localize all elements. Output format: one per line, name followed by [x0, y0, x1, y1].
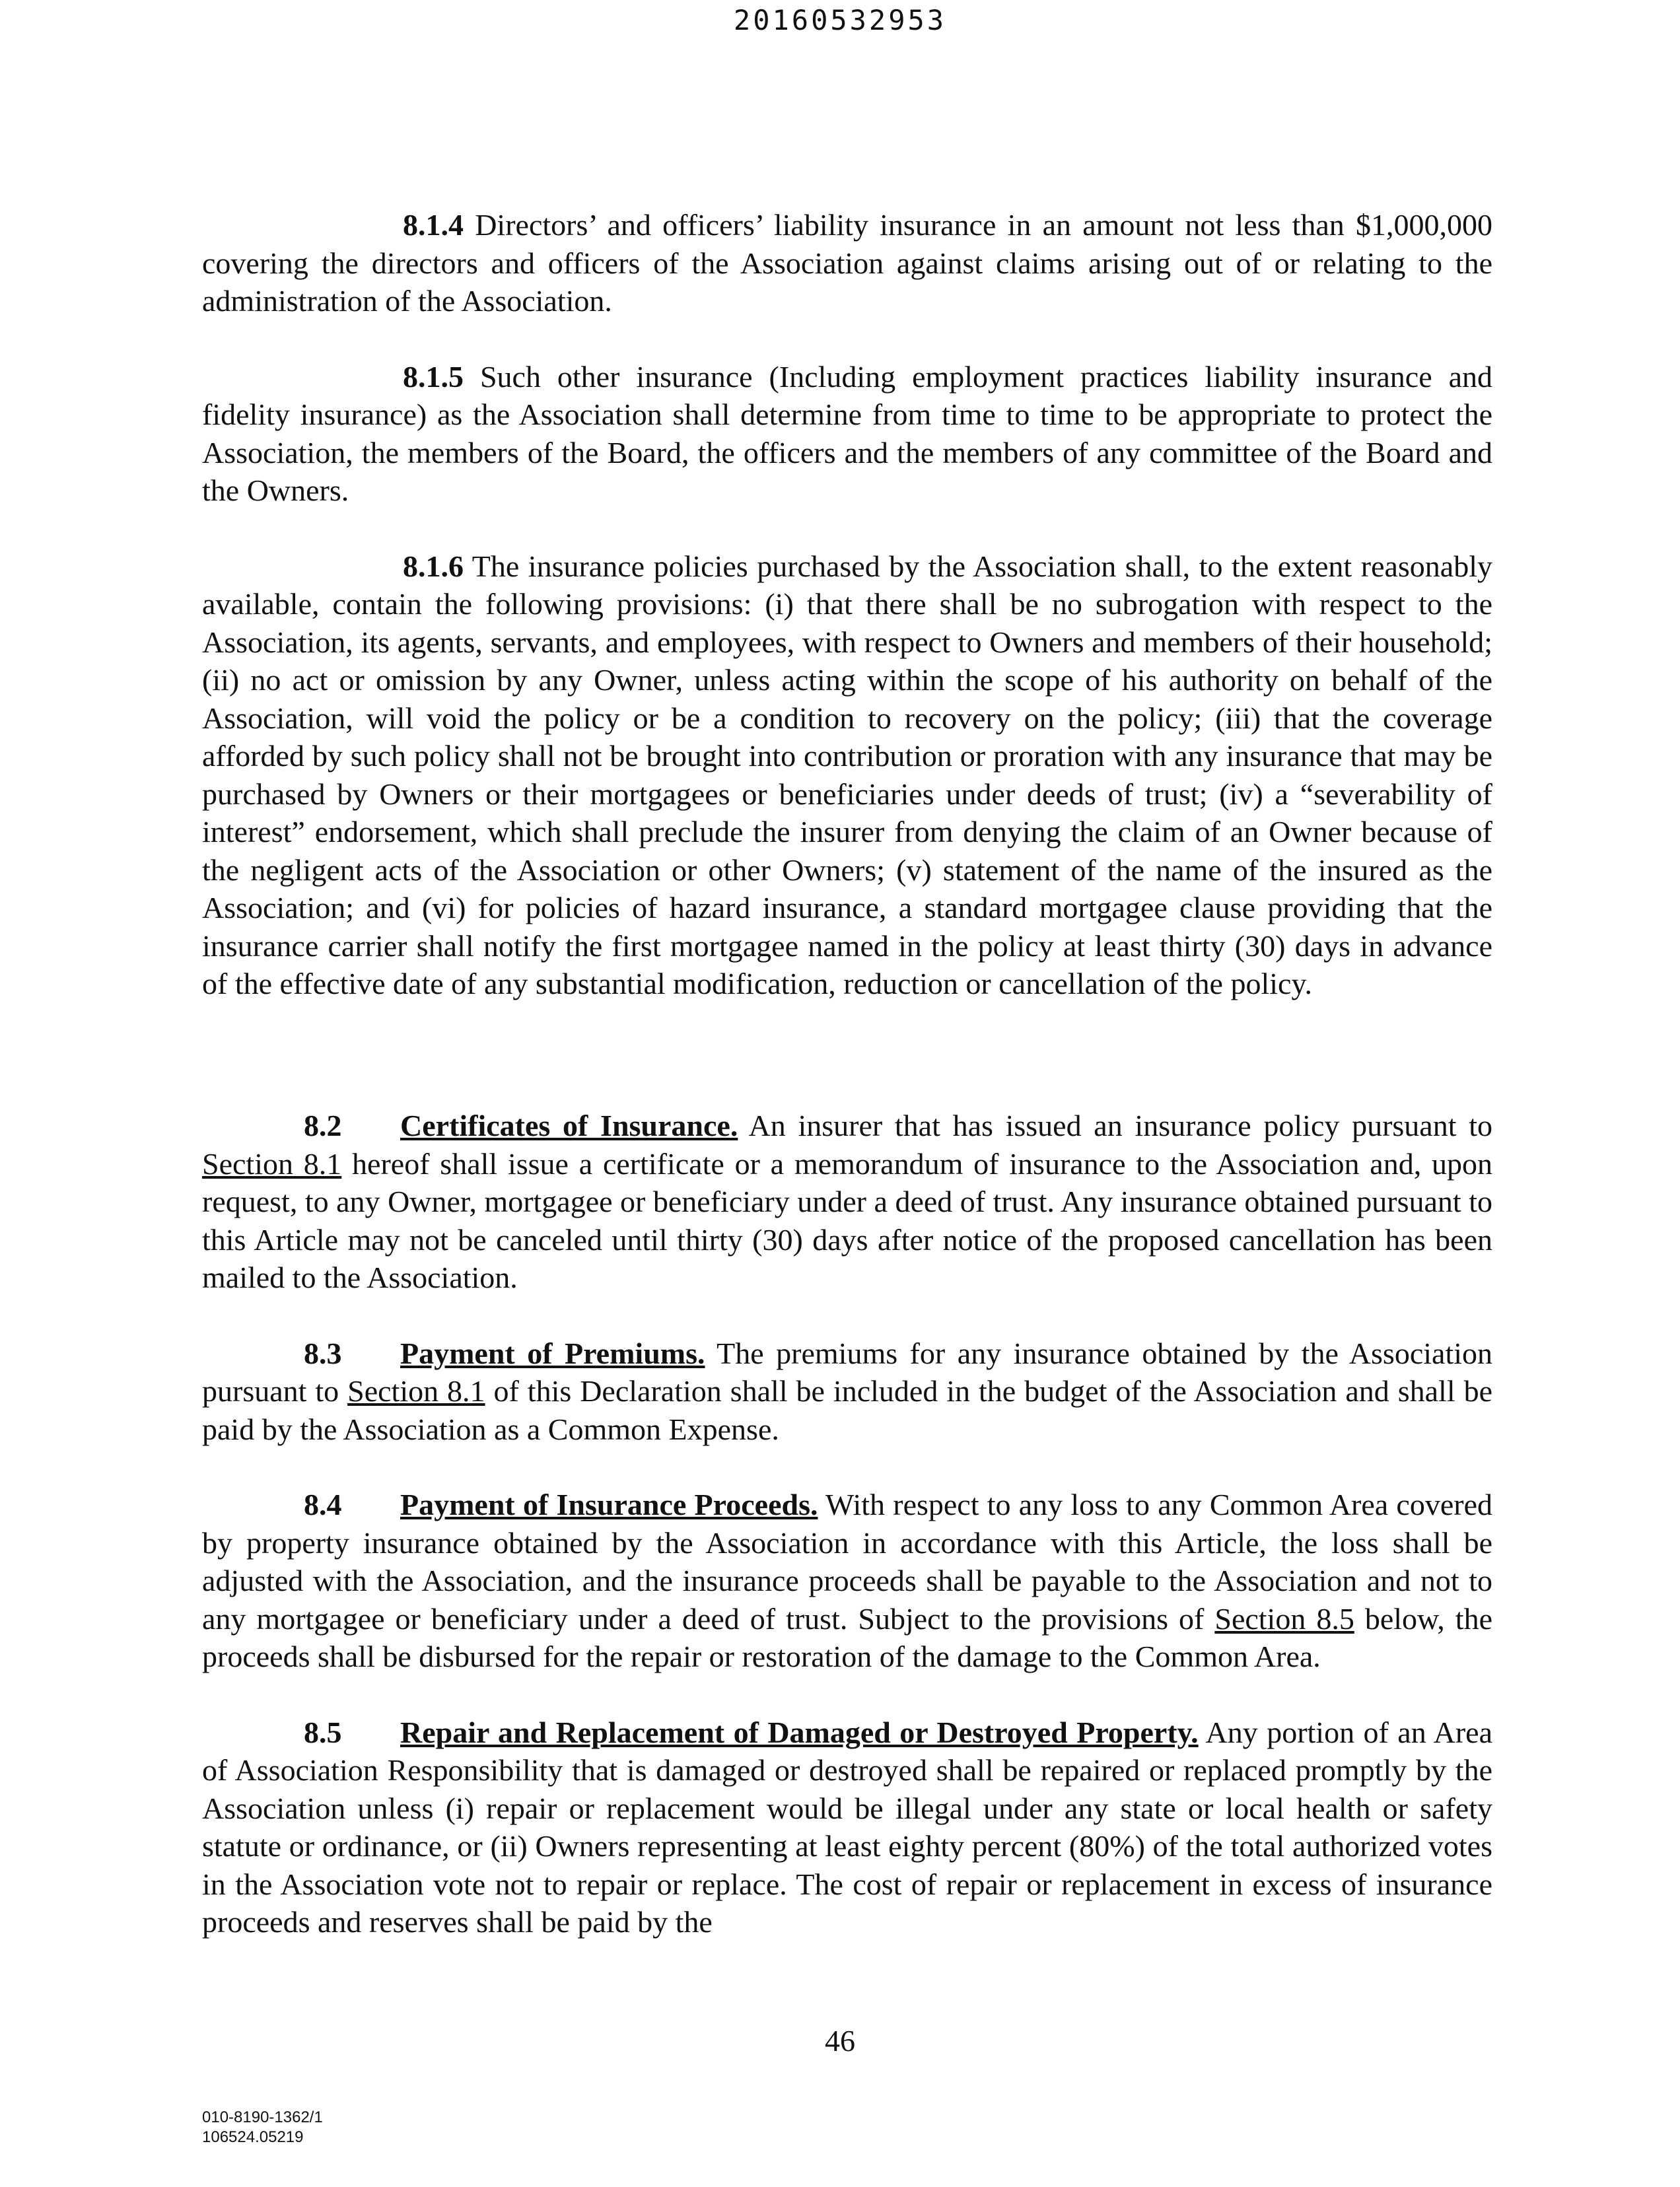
- footer-document-ids: [202, 2108, 323, 2147]
- paragraph-text: Directors’ and officers’ liability insurance in an amount not less than $1,000,000 covering the directors and officers of the Association against claims arising out of or relating to the administration of the Association.: [202, 208, 1492, 318]
- body-text-top: [202, 206, 1492, 1041]
- paragraph-text: hereof shall issue a certificate or a memorandum of insurance to the Association and, upon request, to any Owner, mortgagee or beneficiary under a deed of trust. Any insurance obtained pursuant to this Article may not be canceled until thirty (30) days after notice of the proposed cancellation has been mailed to the Association.: [202, 1146, 1492, 1294]
- paragraph-text: The premiums for any insurance obtained by the Association pursuant to: [202, 1336, 1493, 1408]
- paragraph-8-1-6: [202, 547, 1492, 1003]
- paragraph-text: Such other insurance (Including employment practices liability insurance and fidelity insurance) as the Association shall determine from time to time to be appropriate to protect the Association, the members of the Board, the officers and the members of any committee of the Board and the Owners.: [202, 359, 1492, 507]
- paragraph-text: of this Declaration shall be included in the budget of the Association and shall be paid by the Association as a Common Expense.: [202, 1374, 1492, 1446]
- body-text-sections: [202, 1107, 1492, 1979]
- section-number: 8.1.6: [403, 549, 464, 583]
- paragraph-8-5: [202, 1714, 1492, 1941]
- paragraph-8-1-5: [202, 358, 1492, 510]
- paragraph-text: below, the proceeds shall be disbursed for the repair or restoration of the damage to the Common Area.: [202, 1601, 1492, 1673]
- section-number: 8.2: [304, 1109, 342, 1142]
- paragraph-text: Any portion of an Area of Association Responsibility that is damaged or destroyed shall be repaired or replaced promptly by the Association unless (i) repair or replacement would be illegal under any state or local health or safety statute or ordinance, or (ii) Owners representing at least eighty percent (80%) of the total authorized votes in the Association vote not to repair or replace. The cost of repair or replacement in excess of insurance proceeds and reserves shall be paid by the: [202, 1715, 1492, 1939]
- section-number: 8.5: [304, 1715, 342, 1749]
- document-id: 010-8190-1362/1: [202, 2108, 323, 2126]
- recording-number: 20160532953: [733, 4, 947, 36]
- section-title: Repair and Replacement of Damaged or Destroyed Property.: [400, 1715, 1199, 1749]
- section-number: 8.1.5: [403, 359, 464, 394]
- document-id: 106524.05219: [202, 2128, 304, 2146]
- paragraph-text: The insurance policies purchased by the Association shall, to the extent reasonably available, contain the following provisions: (i) that there shall be no subrogation with respect to the Association, its agents, servants, and employees, with respect to Owners and members of their household; (ii) no act or omission by any Owner, unless acting within the scope of his authority on behalf of the Association, will void the policy or be a condition to recovery on the policy; (iii) that the coverage afforded by such policy shall not be brought into contribution or proration with any insurance that may be purchased by Owners or their mortgagees or beneficiaries under deeds of trust; (iv) a “severability of interest” endorsement, which shall preclude the insurer from denying the claim of an Owner because of the negligent acts of the Association or other Owners; (v) statement of the name of the insured as the Association; and (vi) for policies of hazard insurance, a standard mortgagee clause providing that the insurance carrier shall notify the first mortgagee named in the policy at least thirty (30) days in advance of the effective date of any substantial modification, reduction or cancellation of the policy.: [202, 549, 1492, 1000]
- paragraph-8-2: [202, 1107, 1492, 1297]
- section-title: Payment of Insurance Proceeds.: [400, 1488, 818, 1521]
- section-title: Payment of Premiums.: [400, 1336, 705, 1370]
- paragraph-8-1-4: [202, 206, 1492, 320]
- section-number: 8.4: [304, 1488, 342, 1521]
- paragraph-text: An insurer that has issued an insurance policy pursuant to: [738, 1109, 1492, 1142]
- section-reference-link[interactable]: Section 8.5: [1214, 1601, 1354, 1636]
- section-reference-link[interactable]: Section 8.1: [202, 1146, 342, 1181]
- paragraph-text: With respect to any loss to any Common Area covered by property insurance obtained by the Association in accordance with this Article, the loss shall be adjusted with the Association, and the insurance proceeds shall be payable to the Association and not to any mortgagee or beneficiary under a deed of trust. Subject to the provisions of: [202, 1488, 1492, 1636]
- section-number: 8.3: [304, 1336, 342, 1370]
- page-number: 46: [825, 2024, 855, 2058]
- paragraph-8-3: [202, 1335, 1492, 1449]
- section-title: Certificates of Insurance.: [400, 1109, 738, 1142]
- paragraph-8-4: [202, 1486, 1492, 1676]
- section-reference-link[interactable]: Section 8.1: [347, 1374, 485, 1408]
- section-number: 8.1.4: [403, 208, 464, 242]
